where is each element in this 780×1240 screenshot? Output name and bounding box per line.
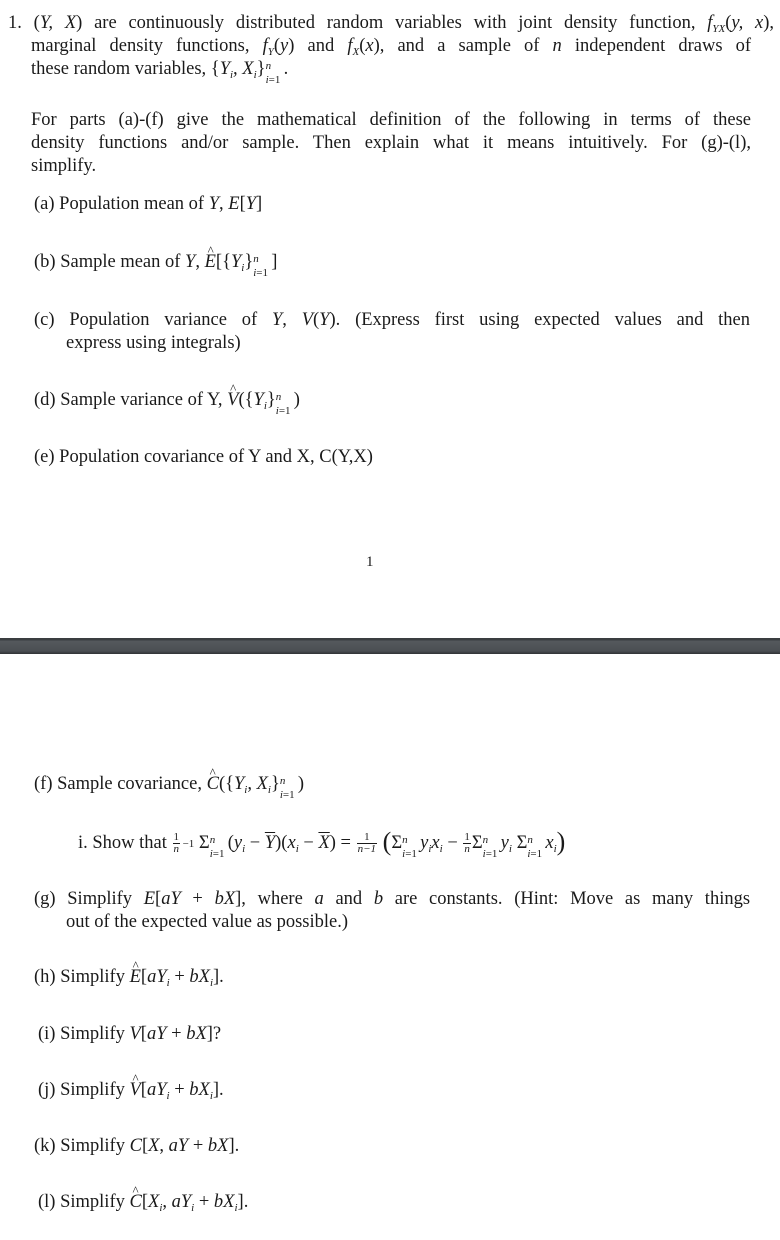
part-c-line-1: (c) Population variance of Y, V(Y). (Express first using expected values and then [34, 310, 751, 330]
part-g-line-1: (g) Simplify E[aY + bX], where a and b are constants. (Hint: Move as many things [34, 889, 751, 909]
part-c-line-2: express using integrals) [66, 333, 241, 353]
page-2 [0, 654, 780, 1240]
problem-number: 1. [8, 13, 22, 33]
problem-intro-line-1: 1. (Y, X) are continuously distributed random variables with joint density function, $f_{YX}(y$, x), [8, 13, 774, 35]
problem-intro-line-2: marginal density functions, $f_Y(y)$ and $f_X(x)$, and a sample of n independent draws of [31, 36, 752, 58]
part-f-i: i. Show that $\frac{1}{n}$ −1 Σ n i=1 $(y_i - \overline{Y})(x_i - \overline{X})$ = $\frac{1}{n-1}$ (Σ n i=1 $y_ix_i$ − $\frac{1}{n}$ Σ n i=1 $y_i$ Σ n i=1 $x_i$) [78, 827, 566, 860]
part-g-line-2: out of the expected value as possible.) [66, 912, 349, 932]
page-number: 1 [366, 554, 374, 570]
problem-intro-line-3: these random variables, {$Y_i$, $X_i$} n i=1 . [31, 59, 289, 86]
instructions-line-2: density functions and/or sample. Then explain what it means intuitively. For (g)-(l), [31, 133, 751, 153]
instructions-line-3: simplify. [31, 156, 97, 176]
instructions-line-1: For parts (a)-(f) give the mathematical definition of the following in terms of these [31, 110, 751, 130]
page-divider [0, 638, 780, 654]
part-l: (l) Simplify ^ $C[X_i$, $aY_i + bX_i$]. [38, 1191, 248, 1214]
part-a: (a) Population mean of Y, E[Y] [34, 194, 263, 214]
part-e: (e) Population covariance of Y and X, C(Y,X) [34, 447, 373, 467]
part-b: (b) Sample mean of Y, ^ $E[\{Y_i\}$ n i=1 ] [34, 251, 277, 274]
part-j: (j) Simplify ^ $V[aY_i + bX_i]$. [38, 1079, 224, 1102]
part-d: (d) Sample variance of Y, ^ $V(\{Y_i\}$ n i=1 ) [34, 389, 300, 412]
part-f: (f) Sample covariance, ^ $C(\{Y_i$, $X_i$} n i=1 ) [34, 773, 304, 796]
part-i: (i) Simplify V[aY + bX]? [38, 1024, 222, 1044]
part-h: (h) Simplify ^ $E[aY_i + bX_i]$. [34, 966, 224, 989]
part-k: (k) Simplify C[X, aY + bX]. [34, 1136, 240, 1156]
